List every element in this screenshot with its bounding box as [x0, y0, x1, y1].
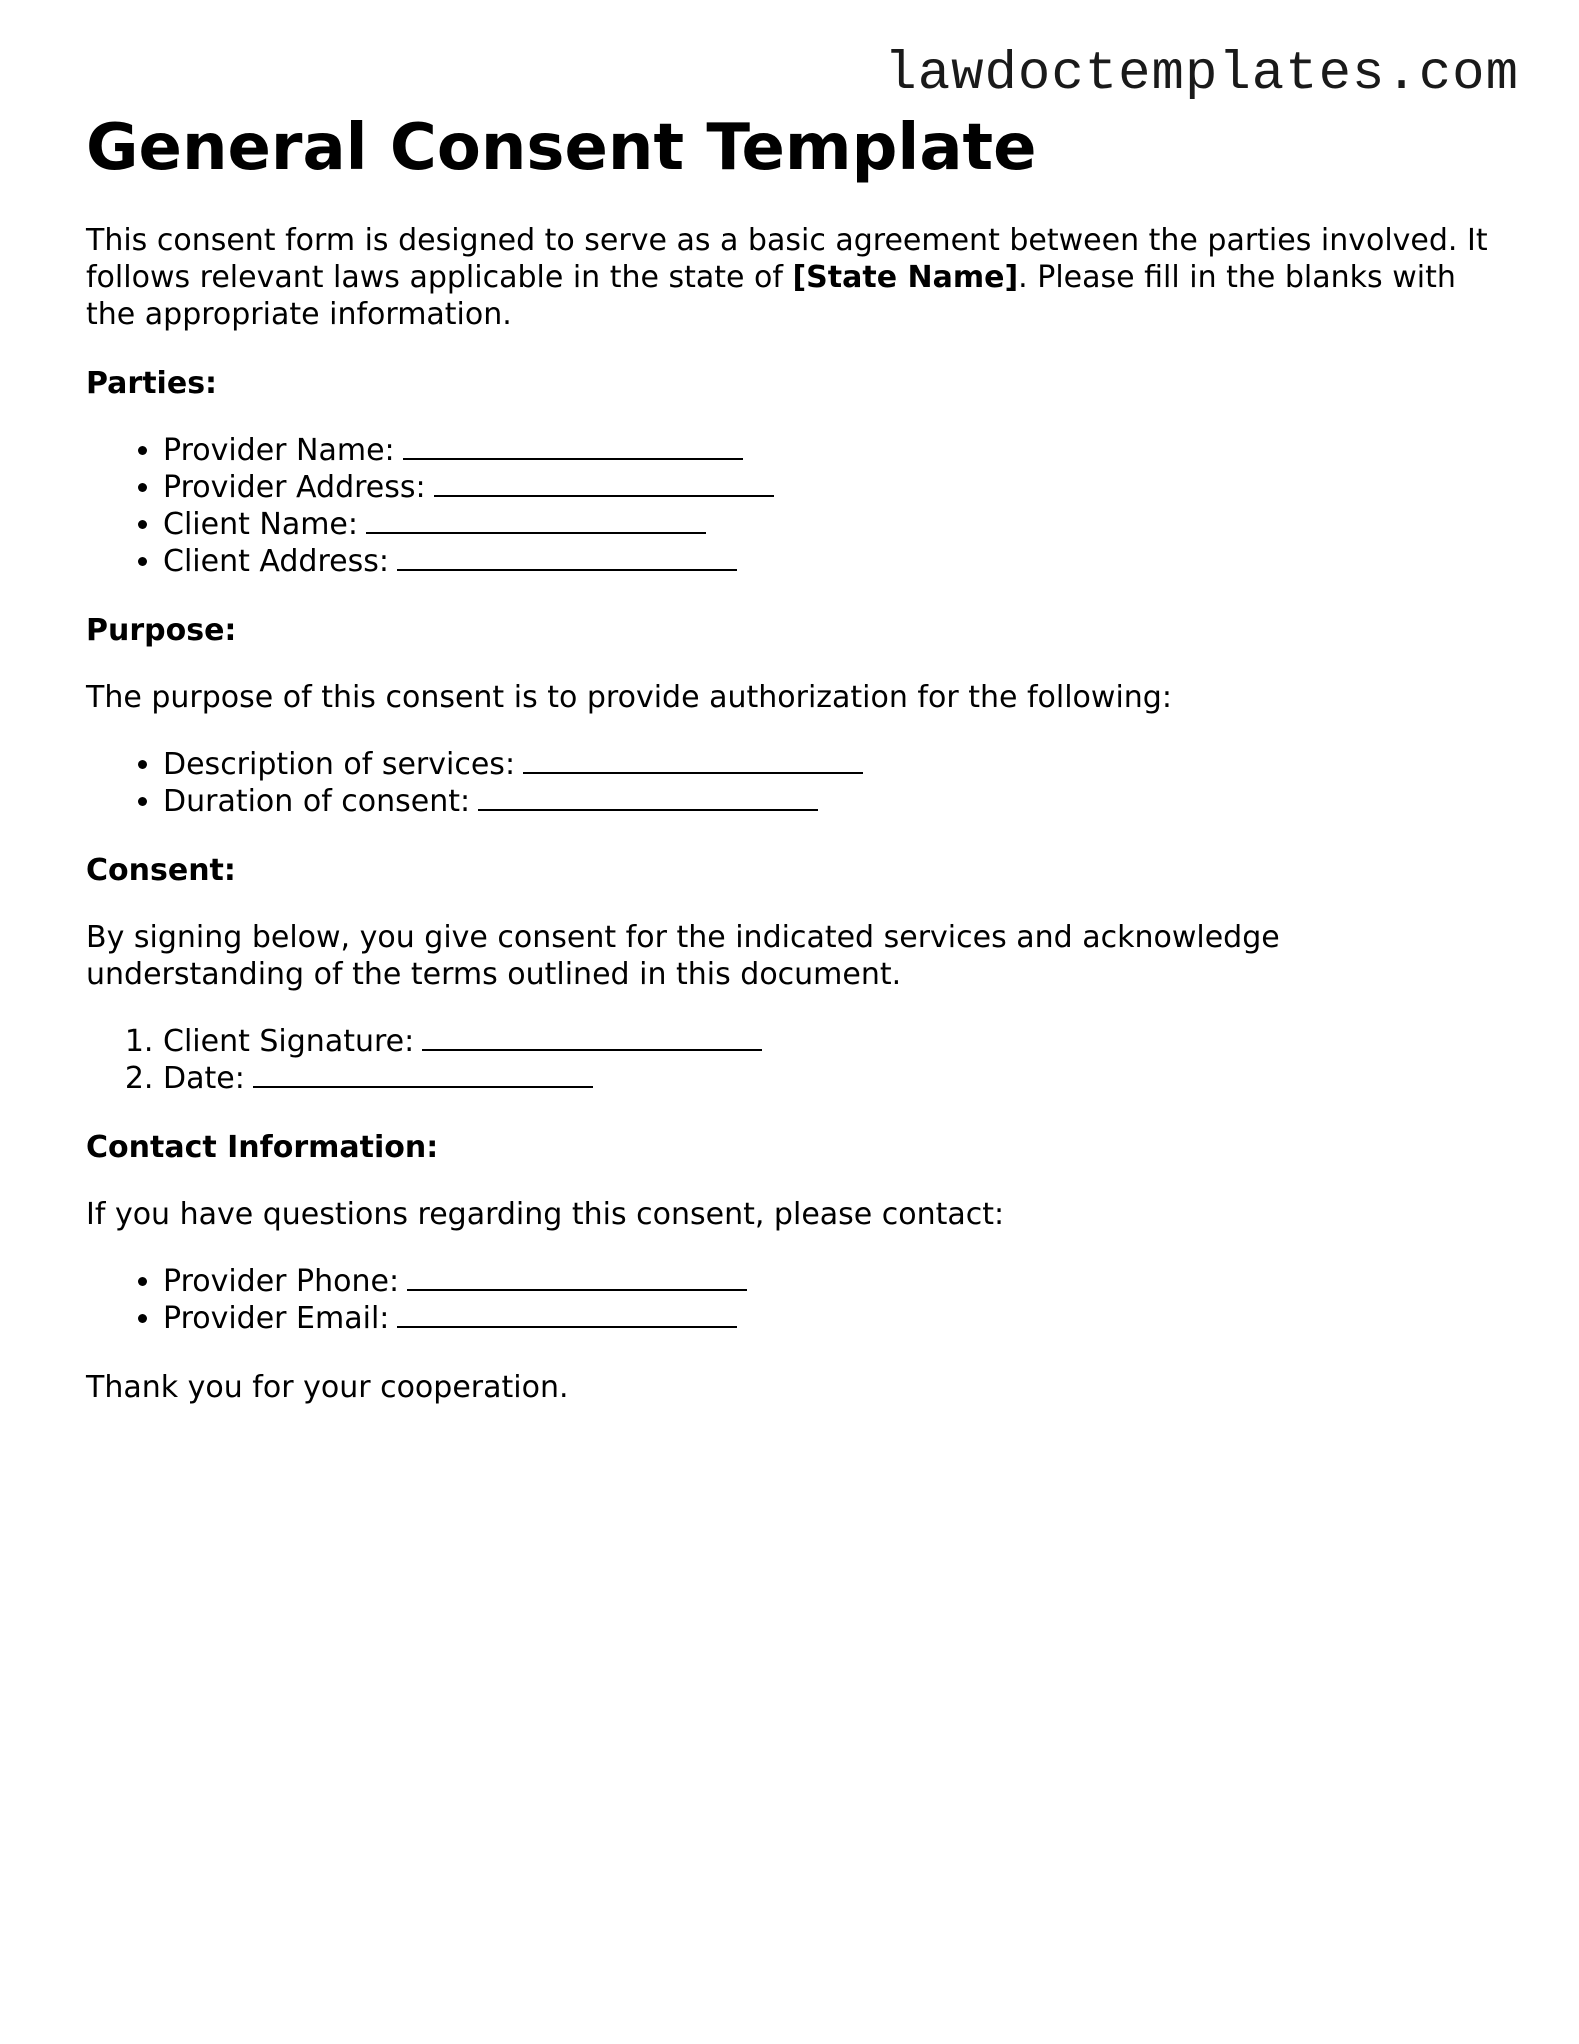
list-item — [163, 746, 1506, 783]
provider-email-blank[interactable] — [397, 1302, 737, 1328]
provider-address-blank[interactable] — [434, 471, 774, 497]
date-blank[interactable] — [253, 1062, 593, 1088]
description-of-services-label: Description of services: — [163, 747, 516, 782]
description-of-services-blank[interactable] — [523, 748, 863, 774]
contact-list — [86, 1263, 1506, 1337]
duration-of-consent-blank[interactable] — [478, 785, 818, 811]
provider-phone-blank[interactable] — [407, 1265, 747, 1291]
list-item — [163, 506, 1506, 543]
consent-text: By signing below, you give consent for the indicated services and acknowledge understanding of the terms outlined in this document. — [86, 920, 1280, 992]
date-label: Date: — [163, 1061, 245, 1096]
list-item — [163, 543, 1506, 580]
client-name-label: Client Name: — [163, 507, 358, 542]
closing-text: Thank you for your cooperation. — [86, 1370, 569, 1405]
provider-phone-label: Provider Phone: — [163, 1264, 400, 1299]
provider-name-blank[interactable] — [403, 434, 743, 460]
page-title: General Consent Template — [86, 111, 1037, 185]
state-name-placeholder: [State Name] — [792, 260, 1019, 295]
document-body — [86, 108, 1506, 1406]
intro-text-part2: . Please fill in the blanks with the appropriate information. — [86, 260, 1456, 332]
provider-email-label: Provider Email: — [163, 1301, 390, 1336]
purpose-heading: Purpose: — [86, 613, 237, 648]
client-address-label: Client Address: — [163, 544, 389, 579]
list-item — [163, 432, 1506, 469]
list-item — [163, 1060, 1506, 1097]
list-item — [163, 783, 1506, 820]
intro-text-part1: This consent form is designed to serve as a basic agreement between the parties involved. It follows relevant laws applicable in the state of — [86, 223, 1488, 295]
client-signature-blank[interactable] — [422, 1025, 762, 1051]
list-item — [163, 1300, 1506, 1337]
provider-address-label: Provider Address: — [163, 470, 426, 505]
contact-heading: Contact Information: — [86, 1130, 439, 1165]
client-address-blank[interactable] — [397, 545, 737, 571]
list-item — [163, 1263, 1506, 1300]
purpose-list — [86, 746, 1506, 820]
watermark-logo: lawdoctemplates.com — [884, 44, 1519, 105]
parties-heading: Parties: — [86, 366, 218, 401]
parties-list — [86, 432, 1506, 580]
provider-name-label: Provider Name: — [163, 433, 395, 468]
duration-of-consent-label: Duration of consent: — [163, 784, 471, 819]
list-item — [163, 1023, 1506, 1060]
consent-list — [86, 1023, 1506, 1097]
contact-text: If you have questions regarding this consent, please contact: — [86, 1197, 1005, 1232]
intro-paragraph — [86, 222, 1506, 333]
list-item — [163, 469, 1506, 506]
client-signature-label: Client Signature: — [163, 1024, 415, 1059]
client-name-blank[interactable] — [366, 508, 706, 534]
consent-heading: Consent: — [86, 853, 236, 888]
purpose-text: The purpose of this consent is to provide authorization for the following: — [86, 680, 1172, 715]
